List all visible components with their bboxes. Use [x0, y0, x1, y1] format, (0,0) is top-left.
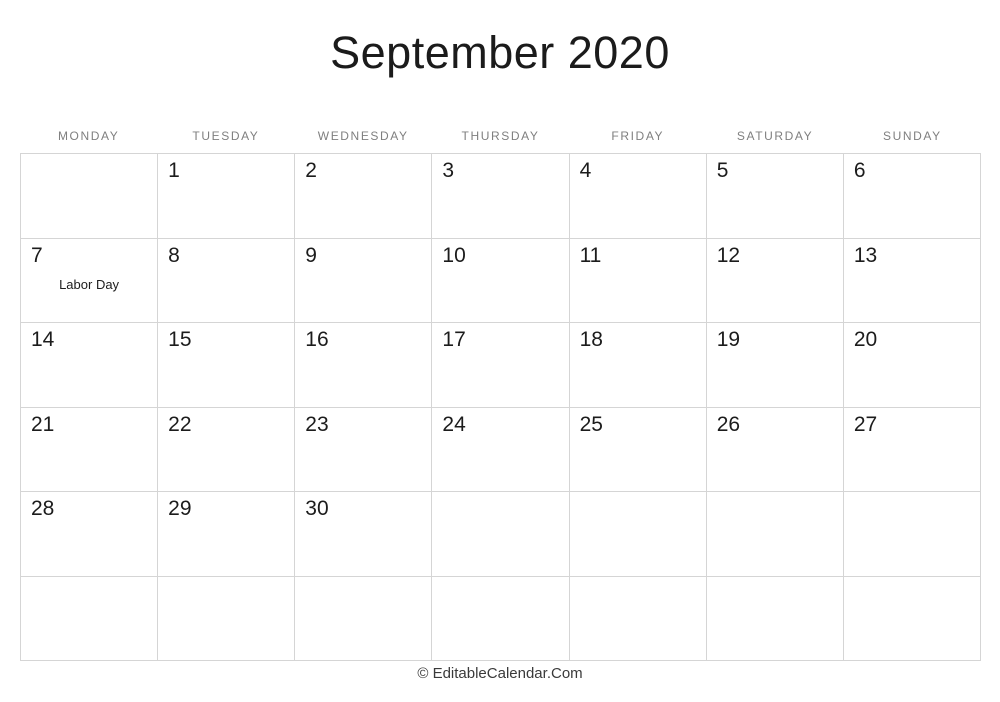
day-number — [31, 581, 157, 607]
calendar-cell — [844, 154, 981, 239]
day-header-wednesday: WEDNESDAY — [317, 129, 409, 143]
calendar-cell-empty — [21, 577, 158, 662]
copyright-text: © EditableCalendar.Com — [417, 665, 583, 682]
day-headers-row — [20, 128, 981, 145]
day-number — [717, 496, 843, 522]
day-header-thursday: THURSDAY — [461, 129, 540, 143]
day-number: 17 — [442, 328, 466, 351]
calendar-cell — [570, 323, 707, 408]
calendar-cell-empty — [432, 492, 569, 577]
day-number: 29 — [168, 497, 192, 520]
calendar-cell — [21, 408, 158, 493]
calendar-cell — [295, 154, 432, 239]
day-number: 27 — [853, 412, 878, 436]
day-number: 15 — [168, 328, 192, 351]
day-number: 11 — [579, 243, 602, 267]
day-number: 5 — [716, 159, 729, 182]
calendar-cell — [21, 323, 158, 408]
day-number — [442, 496, 568, 522]
day-number — [168, 581, 294, 607]
day-number — [305, 581, 431, 607]
calendar-cell — [707, 323, 844, 408]
day-header-saturday: SATURDAY — [736, 129, 814, 143]
calendar-grid — [20, 153, 981, 661]
calendar-cell — [844, 408, 981, 493]
calendar-cell-empty — [570, 492, 707, 577]
day-number — [717, 581, 843, 607]
calendar-cell-empty — [570, 577, 707, 662]
day-number: 10 — [442, 243, 466, 267]
calendar-cell — [707, 239, 844, 324]
day-number: 19 — [716, 328, 741, 351]
day-number: 13 — [853, 243, 878, 267]
calendar-cell — [570, 408, 707, 493]
calendar-cell — [844, 239, 981, 324]
day-header-friday: FRIDAY — [611, 129, 665, 143]
calendar-cell — [432, 239, 569, 324]
calendar-cell — [21, 239, 158, 324]
calendar-cell — [432, 323, 569, 408]
day-number: 1 — [168, 159, 180, 182]
day-number: 24 — [442, 412, 466, 436]
day-number: 20 — [853, 328, 878, 351]
day-number: 26 — [716, 412, 741, 436]
day-number: 23 — [305, 412, 329, 436]
calendar-cell — [158, 239, 295, 324]
day-number: 2 — [305, 159, 317, 182]
calendar-cell — [570, 154, 707, 239]
calendar-cell-empty — [158, 577, 295, 662]
calendar-cell — [432, 154, 569, 239]
calendar-cell — [707, 408, 844, 493]
day-header-sunday: SUNDAY — [882, 129, 942, 143]
calendar-cell — [158, 323, 295, 408]
calendar-cell-empty — [707, 492, 844, 577]
day-header-tuesday: TUESDAY — [192, 129, 260, 143]
day-number: 21 — [31, 412, 55, 436]
day-number: 3 — [442, 159, 455, 182]
day-number: 14 — [31, 328, 55, 351]
day-number: 30 — [305, 497, 329, 520]
holiday-note: Labor Day — [59, 276, 120, 292]
calendar-cell — [158, 408, 295, 493]
calendar-cell — [158, 492, 295, 577]
calendar-cell — [295, 492, 432, 577]
day-number: 4 — [579, 159, 592, 182]
day-number: 22 — [168, 412, 192, 436]
day-number — [31, 158, 157, 184]
day-number: 12 — [716, 243, 741, 267]
day-number — [442, 581, 568, 607]
day-number — [854, 496, 980, 522]
calendar-cell — [844, 323, 981, 408]
calendar-cell — [158, 154, 295, 239]
day-number: 6 — [853, 159, 866, 182]
calendar-cell — [707, 154, 844, 239]
day-number — [580, 581, 706, 607]
day-number: 25 — [579, 412, 603, 436]
day-header-monday: MONDAY — [57, 129, 120, 143]
day-number: 28 — [31, 497, 55, 520]
day-number — [854, 581, 980, 607]
day-number: 9 — [305, 243, 317, 267]
calendar-cell — [21, 492, 158, 577]
calendar-cell — [570, 239, 707, 324]
day-number: 16 — [305, 328, 329, 351]
calendar-cell — [295, 323, 432, 408]
calendar-cell — [295, 408, 432, 493]
calendar-cell-empty — [844, 492, 981, 577]
day-number — [580, 496, 706, 522]
calendar-cell-empty — [432, 577, 569, 662]
day-number: 7 — [31, 243, 43, 267]
calendar-cell-empty — [707, 577, 844, 662]
page-title: September 2020 — [330, 27, 670, 78]
calendar-cell — [432, 408, 569, 493]
day-number: 8 — [168, 243, 180, 267]
calendar-cell-empty — [844, 577, 981, 662]
calendar-cell-empty — [295, 577, 432, 662]
calendar-cell — [295, 239, 432, 324]
calendar-cell-empty — [21, 154, 158, 239]
day-number: 18 — [579, 328, 603, 351]
